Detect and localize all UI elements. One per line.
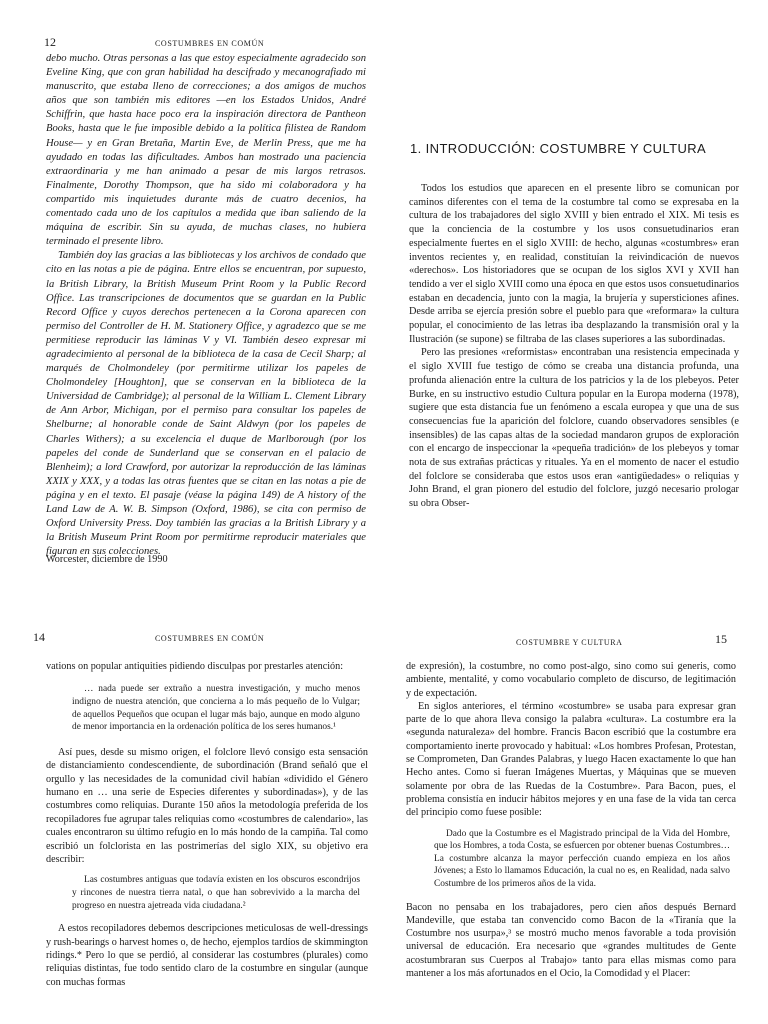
paragraph: Todos los estudios que aparecen en el presente libro se comunican por caminos diferentes con el tema de la costumbre tal como se expresaba en la cultura de los trabajadores del siglo XVIII y bien entrado el XIX. Mi tesis es que la conciencia de la costumbre y los usos consuetudinarios eran especialmente fuertes en el siglo XVIII: de hecho, algunas «costumbres» eran inventos recientes y, en realidad, constituían la reivindicación de nuevos «derechos». Los historiadores que se ocupan de los siglos XVI y XVII han tendido a ver el siglo XVIII como una época en que estos usos consuetudinarios estaban en decadencia, junto con la magia, la brujería y supersticiones afines. Desde arriba se ejercía presión sobre el pueblo para que «reformara» la cultura popular, el conocimiento de las letras iba desplazando la transmisión oral y la Ilustración (se supone) se filtraba de las clases superiores a las subordinadas. <box>409 183 739 345</box>
running-head: COSTUMBRE Y CULTURA <box>516 638 623 647</box>
chapter-heading: 1. INTRODUCCIÓN: COSTUMBRE Y CULTURA <box>410 141 707 156</box>
page-number: 14 <box>33 630 45 644</box>
chapter-text <box>409 182 739 511</box>
paragraph: vations on popular antiquities pidiendo disculpas por prestarles atención: <box>46 661 344 672</box>
running-head: COSTUMBRES EN COMÚN <box>155 39 265 48</box>
chapter-opening-page <box>392 0 768 600</box>
paragraph: También doy las gracias a las bibliotecas y los archivos de condado que cito en las notas a pie de página. Entre ellos se encuentran, por supuesto, la British Library, la British Museum Print Room y la Public Record Office. Las transcripciones de documentos que se guardan en la Public Record Office y cuyos derechos pertenecen a la Corona aparecen con permiso del Controller de H. M. Stationery Office, y agradezco que se me permitiese reproducir las láminas V y VI. También deseo expresar mi agradecimiento al personal de la biblioteca de la casa de Cecil Sharp; al marqués de Cholmondeley (por permitirme utilizar los papeles de Cholmondeley [Houghton], que se conservan en la biblioteca de la Universidad de Cambridge); al personal de la William L. Clement Library de Ann Arbor, Michigan, por el permiso para consultar los papeles de Shelburne; al honorable conde de Saint Aldwyn (por los papeles de Charles Withers); a su excelencia el duque de Marlborough (por los papeles del conde de Sunderland que se conservan en el palacio de Blenheim); a lord Crawford, por autorizar la reproducción de las láminas XXIX y XXX, y a todas las otras fuentes que se citan en las notas a pie de página y en el texto. El pasaje (véase la página 149) de A history of the Land Law de A. W. B. Simpson (Oxford, 1986), se cita con permiso de Oxford University Press. Doy también las gracias a la British Library y a la British Museum Print Room por permitirme reproducir materiales que figuran en sus colecciones. <box>46 250 366 558</box>
block-quote: … nada puede ser extraño a nuestra investigación, y mucho menos indigno de nuestra atención, que concierna a lo más pequeño de lo Vulgar; de aquellos Pequeños que ocupan el lugar más bajo, aunque en modo alguno de menor importancia en la ordenación política de los seres humanos.¹ <box>72 684 360 733</box>
paragraph: debo mucho. Otras personas a las que estoy especialmente agradecido son Eveline King, que con gran habilidad ha descifrado y mecanografiado mi manuscrito, que estaba lleno de correcciones; a dos amigos de muchos años que son también mis editores —en los Estados Unidos, André Schiffrin, que hasta hace poco era la inspiración directora de Pantheon Books, hasta que le fue imposible debido a la política filistea de Random House— y en Gran Bretaña, Martin Eve, de Merlin Press, que me ha ayudado en todas las dificultades. Ambos han mostrado una paciencia extraordinaria y me han animado a pesar de mis largos retrasos. Finalmente, Dorothy Thompson, que ha sido mi colaboradora y ha compartido mis inquietudes durante más de cuatro decenios, ha comentado cada uno de los capítulos a medida que iban saliendo de la máquina de escribir. Sin su ayuda, de muchas clases, no hubiera terminado el presente libro. <box>46 53 366 248</box>
page-14-text <box>46 660 368 989</box>
page-number: 12 <box>44 35 56 49</box>
paragraph: Así pues, desde su mismo origen, el folclore llevó consigo esta sensación de distanciamiento condescendiente, de subordinación (Brand señaló que el orgullo y las necesidades de la comunidad civil habían «dividido el Género humano en … una serie de Especies diferentes y subordinadas»), y de las costumbres como reliquias. Durante 150 años la metodología preferida de los recopiladores fue agrupar tales reliquias como «costumbres de calendario», las cuales encontraron su último refugio en lo más hondo de la campiña. Tal como escribió un folclorista en las postrimerías del siglo XIX, su objetivo era describir: <box>46 746 368 866</box>
block-quote: Las costumbres antiguas que todavía existen en los obscuros escondrijos y rincones de nuestra tierra natal, o que han sobrevivido a la marcha del progreso en nuestra ajetreada vida ciudadana.² <box>72 875 360 911</box>
page-number: 15 <box>715 632 727 646</box>
page-15-text <box>406 660 736 980</box>
block-quote: Dado que la Costumbre es el Magistrado principal de la Vida del Hombre, que los Hombres, a toda Costa, se esfuercen por obtener buenas Costumbres… La costumbre alcanza la mayor perfección cuando empieza en los años Jóvenes; a Esto lo llamamos Educación, la cual no es, en Realidad, nada salvo Costumbre de los primeros años de la vida. <box>434 828 730 889</box>
paragraph: Pero las presiones «reformistas» encontraban una resistencia empecinada y el siglo XVIII fue testigo de cómo se creaba una distancia profunda, una profunda alienación entre la cultura de los patricios y la de los plebeyos. Peter Burke, en su instructivo estudio Cultura popular en la Europa moderna (1978), sugiere que esta distancia fue un fenómeno a escala europea y que una de sus consecuencias fue la aparición del folclore, cuando observadores sensibles (e insensibles) de las capas altas de la sociedad mandaron grupos de exploración con el encargo de inspeccionar la «pequeña tradición» de los plebeyos y tomar nota de sus extrañas prácticas y rituales. Ya en el momento de nacer el estudio del folclore se consideraba que estos usos eran «antigüedades» o reliquias y John Brand, el gran pionero del estudio del folclore, juzgó necesario prologar su obra Obser- <box>409 347 739 510</box>
paragraph: A estos recopiladores debemos descripciones meticulosas de well-dressings y rush-bearings o harvest homes o, de hecho, ejemplos tardíos de skimmington ridings.* Pero lo que se perdió, al considerar las costumbres (plurales) como reliquias distintas, fue todo sentido claro de la costumbre en singular (aunque con muchas formas <box>46 923 368 988</box>
paragraph: En siglos anteriores, el término «costumbre» se usaba para expresar gran parte de lo que ahora lleva consigo la palabra «cultura». La costumbre era la «segunda naturaleza» del hombre. Francis Bacon escribió que la costumbre era comportamiento inerte provocado y habitual: «Los hombres Profesan, Protestan, se Comprometen, Dan Grandes Palabras, y luego Hacen exactamente lo que han Hecho antes. Como si fueran Imágenes Muertas, y Máquinas que se mueven solamente por obra de las Ruedas de la Costumbre». Para Bacon, pues, el problema consistía en inducir hábitos mejores y en una fase de la vida tan cerca del principio como fuese posible: <box>406 700 736 819</box>
acknowledgements-text <box>46 52 366 559</box>
page-15 <box>392 610 768 1024</box>
page-12 <box>0 0 392 600</box>
running-head: COSTUMBRES EN COMÚN <box>155 634 265 643</box>
page-14 <box>0 610 392 1024</box>
paragraph: Bacon no pensaba en los trabajadores, pero cien años después Bernard Mandeville, que estaba tan convencido como Bacon de la «Tiranía que la Costumbre nos usurpa»,³ se mostró mucho menos favorable a toda provisión universal de educación. Era necesario que «grandes multitudes de Gente acostumbraran sus Cuerpos al Trabajo» tanto para ellas mismas como para mantener a los más afortunados en el Ocio, la Comodidad y el Placer: <box>406 901 736 980</box>
paragraph: de expresión), la costumbre, no como post-algo, sino como sui generis, como ambiente, mentalité, y como vocabulario completo de discurso, de legitimación y de expectación. <box>406 661 736 699</box>
signoff: Worcester, diciembre de 1990 <box>46 554 168 565</box>
